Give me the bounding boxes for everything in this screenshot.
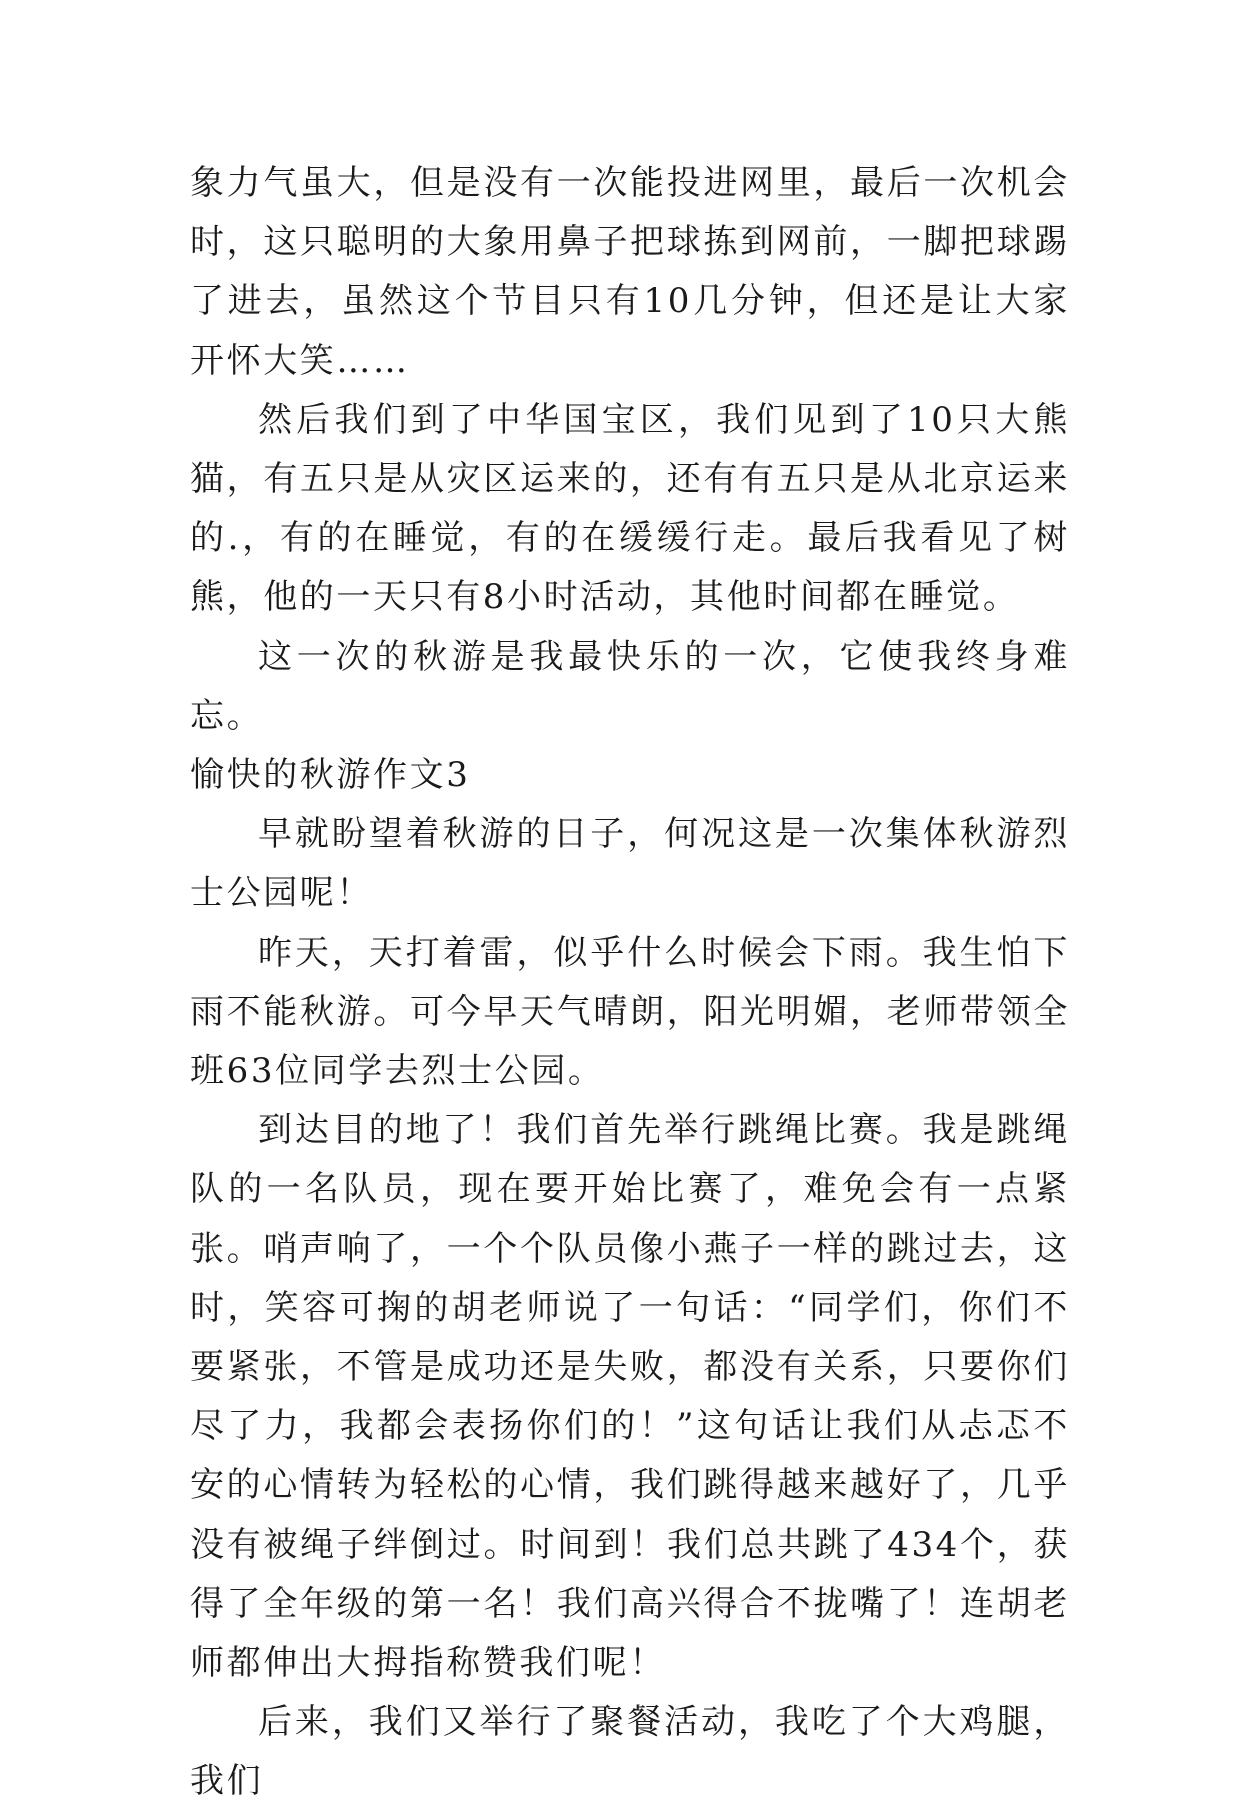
document-body [190,154,1070,1812]
paragraph-conclusion: 这一次的秋游是我最快乐的一次，它使我终身难忘。 [190,636,1070,736]
paragraph-continued: 象力气虽大，但是没有一次能投进网里，最后一次机会时，这只聪明的大象用鼻子把球拣到网前，一脚把球踢了进去，虽然这个节目只有10几分钟，但还是让大家开怀大笑…… [190,163,1070,381]
paragraph-panda-area: 然后我们到了中华国宝区，我们见到了10只大熊猫，有五只是从灾区运来的，还有有五只是从北京运来的.，有的在睡觉，有的在缓缓行走。最后我看见了树熊，他的一天只有8小时活动，其他时间都在睡觉。 [190,399,1070,618]
essay-title: 愉快的秋游作文3 [190,755,471,796]
paragraph-dinner: 后来，我们又举行了聚餐活动，我吃了个大鸡腿，我们 [190,1702,1070,1802]
paragraph-intro: 早就盼望着秋游的日子，何况这是一次集体秋游烈士公园呢！ [190,814,1070,914]
paragraph-weather: 昨天，天打着雷，似乎什么时候会下雨。我生怕下雨不能秋游。可今早天气晴朗，阳光明媚，老师带领全班63位同学去烈士公园。 [190,932,1070,1092]
paragraph-rope-skipping: 到达目的地了！我们首先举行跳绳比赛。我是跳绳队的一名队员，现在要开始比赛了，难免会有一点紧张。哨声响了，一个个队员像小燕子一样的跳过去，这时，笑容可掬的胡老师说了一句话：“同学们，你们不要紧张，不管是成功还是失败，都没有关系，只要你们尽了力，我都会表扬你们的！”这句话让我们从忐忑不安的心情转为轻松的心情，我们跳得越来越好了，几乎没有被绳子绊倒过。时间到！我们总共跳了434个，获得了全年级的第一名！我们高兴得合不拢嘴了！连胡老师都伸出大拇指称赞我们呢！ [190,1110,1070,1684]
